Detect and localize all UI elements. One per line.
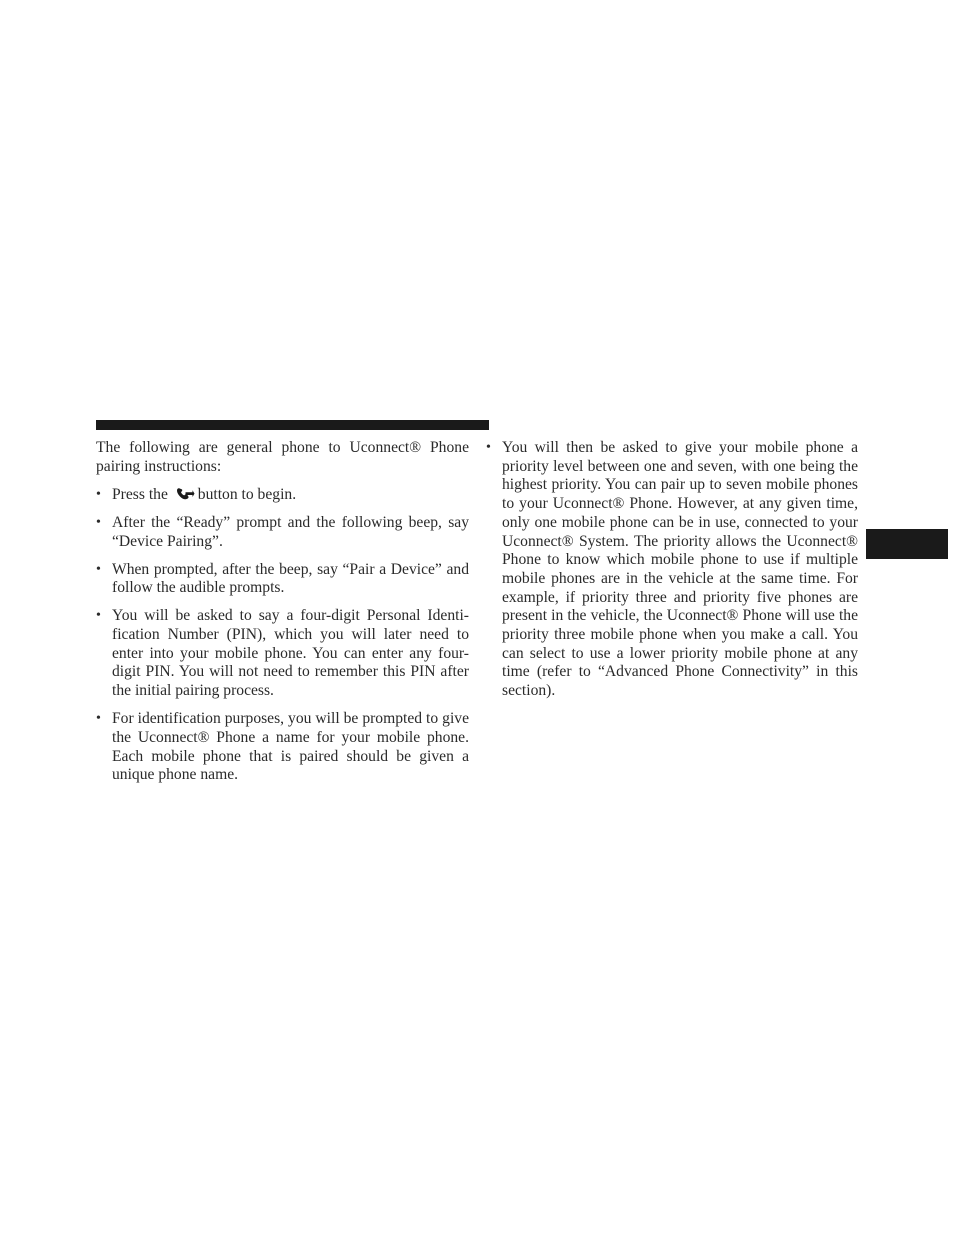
step-text-before-icon: Press the <box>112 485 172 503</box>
priority-list <box>486 439 858 701</box>
list-item <box>96 607 469 701</box>
intro-paragraph: The following are general phone to Uconnect® Phone pairing instructions: <box>96 439 469 475</box>
list-item <box>96 561 469 598</box>
step-text: You will then be asked to give your mobile phone a priority level between one and seven, with one being the highest priority. You can pair up to seven mobile phones to your Uconnect® Phone. However, at any given time, only one mobile phone can be in use, connected to your Uconnect® System. The priority allows the Uconnect® Phone to know which mobile phone to use if multiple mobile phones are in the vehicle at the same time. For example, if priority three and priority five phones are present in the vehicle, the Uconnect® Phone will use the priority three mobile phone when you make a call. You can select to use a lower priority mobile phone at any time (refer to “Advanced Phone Connectivity” in this section). <box>502 439 858 700</box>
bullet-dot: • <box>96 711 101 727</box>
bullet-dot: • <box>96 608 101 624</box>
list-item <box>486 439 858 701</box>
right-column <box>486 439 858 710</box>
bullet-dot: • <box>96 561 101 577</box>
step-text: After the “Ready” prompt and the following beep, say “Device Pairing”. <box>112 513 469 550</box>
bullet-dot: • <box>486 440 491 455</box>
list-item <box>96 514 469 551</box>
pairing-steps-list <box>96 486 469 785</box>
step-text: You will be asked to say a four-digit Personal Identification Number (PIN), which you will later need to enter into your mobile phone. You can enter any four-digit PIN. You will not need to remember this PIN after the initial pairing process. <box>112 607 469 700</box>
list-item <box>96 486 469 505</box>
bullet-dot: • <box>96 486 101 502</box>
chapter-tab <box>866 529 948 559</box>
list-item <box>96 710 469 785</box>
left-column <box>96 439 469 794</box>
step-text: When prompted, after the beep, say “Pair a Device” and follow the audible prompts. <box>112 560 469 597</box>
bullet-dot: • <box>96 514 101 530</box>
phone-icon <box>175 487 197 501</box>
step-text-after-icon: button to begin. <box>197 485 297 503</box>
section-header-bar <box>96 420 489 430</box>
step-text: For identification purposes, you will be prompted to give the Uconnect® Phone a name for your mobile phone. Each mobile phone that is paired should be given a unique phone name. <box>112 710 469 784</box>
